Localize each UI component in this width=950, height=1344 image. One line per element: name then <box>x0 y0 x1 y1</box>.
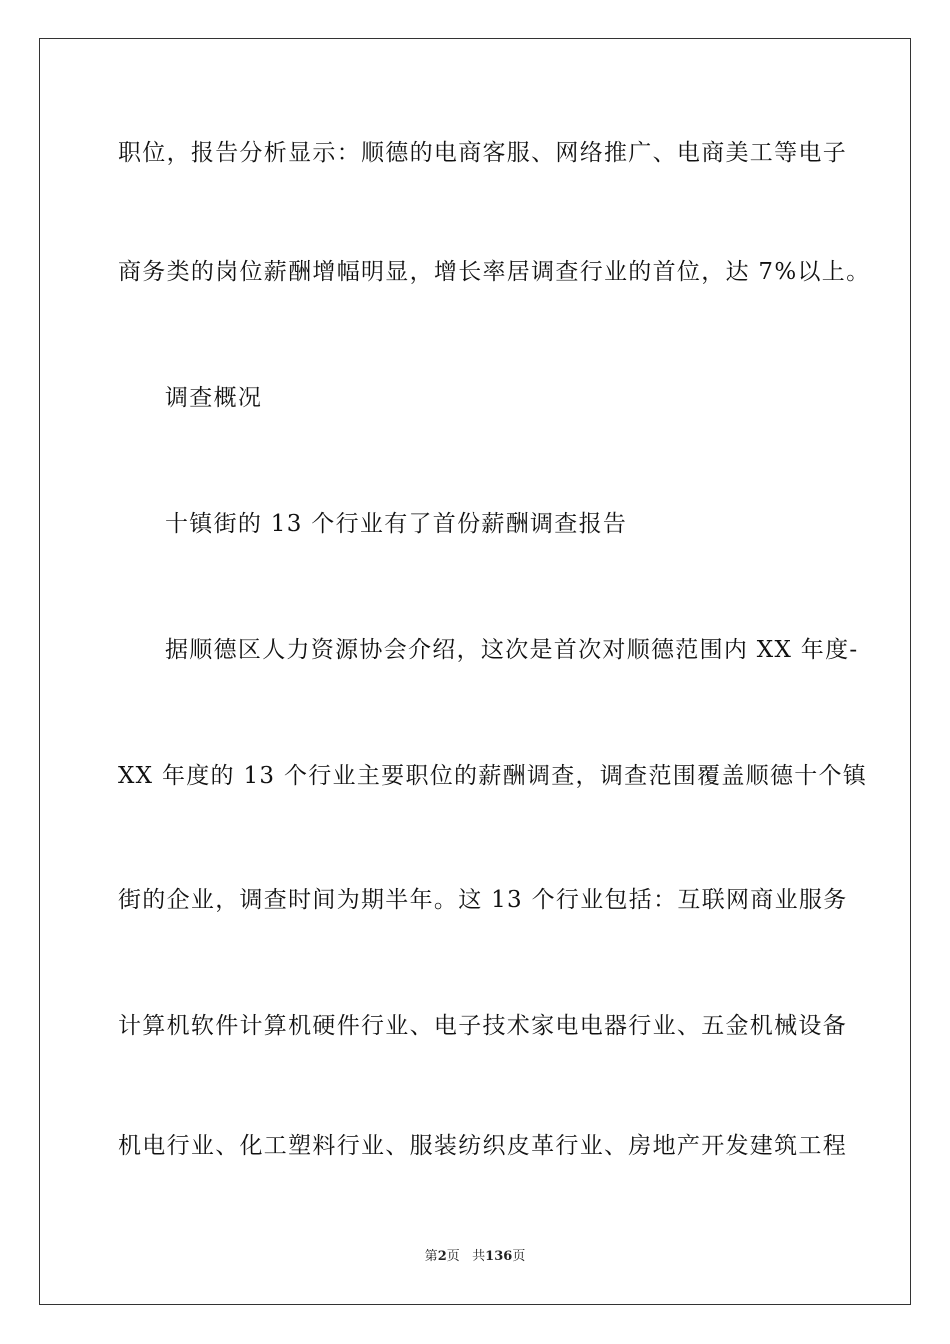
page-suffix: 页 <box>446 1249 460 1264</box>
page-number: 2 <box>437 1249 447 1264</box>
paragraph-line: 商务类的岗位薪酬增幅明显，增长率居调查行业的首位，达 7%以上。 <box>118 259 871 285</box>
total-suffix: 页 <box>512 1249 526 1264</box>
page-footer <box>0 1248 950 1266</box>
total-pages: 136 <box>485 1249 513 1264</box>
paragraph-line: 街的企业，调查时间为期半年。这 13 个行业包括：互联网商业服务 <box>118 887 848 913</box>
paragraph-line: 据顺德区人力资源协会介绍，这次是首次对顺德范围内 XX 年度- <box>165 637 859 663</box>
paragraph-line: 计算机软件计算机硬件行业、电子技术家电电器行业、五金机械设备 <box>118 1013 847 1039</box>
paragraph-line: 机电行业、化工塑料行业、服装纺织皮革行业、房地产开发建筑工程 <box>118 1133 847 1159</box>
subheading: 十镇街的 13 个行业有了首份薪酬调查报告 <box>165 511 628 537</box>
page-frame <box>39 38 911 1305</box>
total-prefix: 共 <box>472 1249 486 1264</box>
section-heading: 调查概况 <box>165 385 263 411</box>
paragraph-line: 职位，报告分析显示：顺德的电商客服、网络推广、电商美工等电子 <box>118 140 847 166</box>
page-prefix: 第 <box>424 1249 438 1264</box>
paragraph-line: XX 年度的 13 个行业主要职位的薪酬调查，调查范围覆盖顺德十个镇 <box>118 763 868 789</box>
